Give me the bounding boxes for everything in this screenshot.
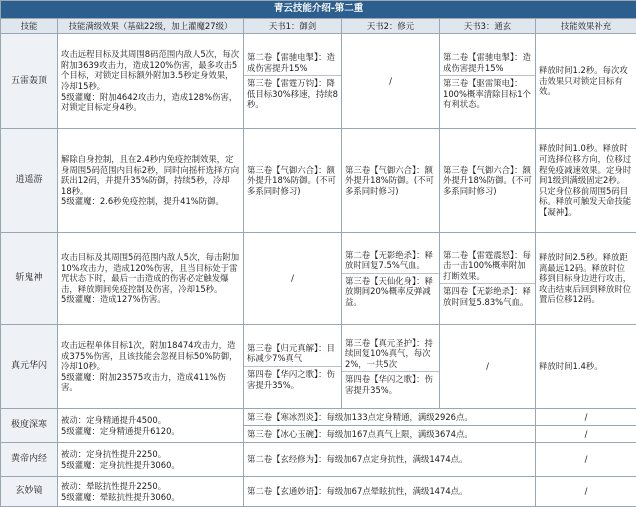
title-row: [1, 1, 636, 19]
skill-name: 极度深寒: [1, 409, 58, 443]
tome-text: 第三卷【天仙化身】：释放期间20%概率反弹减益。: [342, 273, 439, 308]
tome-span-cell: 第三卷【寒冰烈炎】：每级加133点定身精通，满级2926点。: [244, 409, 536, 426]
tome-text: 第二卷【雷驰电掣】：造成伤害提升15%: [443, 52, 532, 73]
tome-span-cell: 第二卷【玄经修为】：每级加67点定身抗性，满级1474点。: [244, 443, 536, 477]
table-row: [1, 477, 636, 507]
tome-text: 第四卷【华闪之歌】：伤害提升35%。: [342, 371, 439, 395]
note-cell: /: [536, 426, 636, 443]
tome-text: 第三卷【雷霆万钧】：降低目标30%移速，持续8秒。: [244, 75, 341, 110]
effect-text: 攻击远程目标及其周围8码范围内敌人5次，每次附加3639攻击力，造成120%伤害，最多攻击5个目标，对锁定目标额外附加3.5秒定身效果，冷却15秒。: [61, 49, 240, 91]
effect-text: 5级灌魔：晕眩抗性提升3060。: [61, 492, 240, 503]
skill-name: 五雷轰顶: [1, 34, 58, 129]
tome-text: 第四卷【华闪之歌】：伤害提升35%。: [244, 366, 341, 390]
note-cell: /: [536, 477, 636, 507]
effect-text: 5级灌魔：造成127%伤害。: [61, 294, 240, 305]
effect-cell: [58, 34, 244, 129]
tome-text: 第三卷【归元真解】：目标减少7%真气: [247, 343, 338, 364]
col-header-effect: 技能满级效果（基础22级，加上灌魔27级）: [58, 19, 244, 34]
effect-text: 5级灌魔：2.6秒免疫控制，提升41%防御。: [61, 196, 240, 207]
tome-span-cell: 第二卷【玄通妙语】：每级加67点晕眩抗性，满级1474点。: [244, 477, 536, 507]
col-header-tome2: 天书2：修元: [342, 19, 440, 34]
col-header-note: 技能效果补充: [536, 19, 636, 34]
tome3-cell: [440, 233, 536, 325]
tome2-cell: /: [342, 34, 440, 129]
skill-name: 真元华闪: [1, 325, 58, 409]
tome-text: 第二卷【无影绝杀】：释放时回复7.5%气血。: [345, 250, 436, 271]
tome3-cell: [440, 34, 536, 129]
note-cell: 释放时间1.2秒。每次攻击效果只对锁定目标有效。: [536, 34, 636, 129]
tome-span-cell: 第三卷【冰心玉碗】：每级加167点真气上限，满级3674点。: [244, 426, 536, 443]
table-row: [1, 325, 636, 409]
effect-text: 5级灌魔：定身抗性提升3060。: [61, 460, 240, 471]
effect-cell: [58, 325, 244, 409]
page-title: 青云技能介绍-第二重: [1, 1, 636, 19]
effect-text: 5级灌魔：附加4642攻击力，造成128%伤害，对锁定目标定身4秒。: [61, 92, 240, 113]
effect-text: 被动：晕眩抗性提升2250。: [61, 481, 240, 492]
skill-name: 玄妙镜: [1, 477, 58, 507]
note-cell: /: [536, 443, 636, 477]
tome-text: 第三卷【真元圣护】：持续回复10%真气，每次2%，一共5次: [345, 338, 436, 370]
tome1-cell: [244, 34, 342, 129]
effect-cell: [58, 477, 244, 507]
table-row: [1, 443, 636, 477]
table-row: [1, 129, 636, 233]
col-header-tome3: 天书3：通玄: [440, 19, 536, 34]
tome1-cell: 第三卷【气御六合】：额外提升18%防御。(不可多系同时修习): [244, 129, 342, 233]
effect-text: 攻击远程单体目标1次，附加18474攻击力，造成375%伤害，且该技能会忽视目标50%防御，冷却10秒。: [61, 340, 240, 372]
effect-text: 被动：定身精通提升4500。: [61, 415, 240, 426]
tome3-cell: /: [440, 325, 536, 409]
effect-text: 解除自身控制，且在2.4秒内免疫控制效果，定身周围5码范围内目标2秒，同时向摇杆选择方向跃出12码，并提升35%防御，持续5秒，冷却18秒。: [61, 154, 240, 196]
effect-text: 5级灌魔：定身精通提升6120。: [61, 426, 240, 437]
skill-name: 黄帝内经: [1, 443, 58, 477]
tome-text: 第三卷【驱雷策电】：100%概率清除目标1个有利状态。: [440, 75, 535, 110]
tome3-cell: 第三卷【气御六合】：额外提升18%防御。(不可多系同时修习): [440, 129, 536, 233]
effect-cell: [58, 129, 244, 233]
tome-text: 第二卷【雷驰电掣】：造成伤害提升15%: [247, 52, 338, 73]
effect-cell: [58, 443, 244, 477]
table-row: [1, 409, 636, 426]
col-header-skill: 技能: [1, 19, 58, 34]
note-cell: 释放时间2.5秒。释放距离最远12码。释放时位移到目标身边进行攻击，攻击结束后回到释放时位置后位移12码。: [536, 233, 636, 325]
note-cell: 释放时间1.4秒。: [536, 325, 636, 409]
tome2-cell: 第三卷【气御六合】：额外提升18%防御。(不可多系同时修习): [342, 129, 440, 233]
effect-cell: [58, 233, 244, 325]
effect-text: 攻击目标及其周围5码范围内敌人5次，每击附加10%攻击力，造成120%伤害，且当目标处于雷咒状态下时，最后一击造成的伤害必定触发爆击，释放期间免疫控制及伤害，冷却15秒。: [61, 252, 240, 294]
note-cell: 释放时间1.0秒。释放时可选择位移方向，位移过程免疫减速效果。定身时间1级到满级固定2秒。只定身位移前周围5码目标。释放可触发天命技能【凝神】。: [536, 129, 636, 233]
note-cell: /: [536, 409, 636, 426]
tome2-cell: [342, 325, 440, 409]
tome-text: 第四卷【无影绝杀】：释放时回复5.83%气血。: [440, 283, 535, 307]
col-header-tome1: 天书1：御剑: [244, 19, 342, 34]
tome1-cell: [244, 325, 342, 409]
tome1-cell: /: [244, 233, 342, 325]
skill-name: 斩鬼神: [1, 233, 58, 325]
table-row: [1, 233, 636, 325]
header-row: [1, 19, 636, 34]
table-row: [1, 34, 636, 129]
tome-text: 第二卷【雷霆震怒】：每击一击100%概率附加打断效果。: [443, 250, 532, 282]
effect-text: 5级灌魔：附加23575攻击力，造成411%伤害。: [61, 372, 240, 393]
effect-text: 被动：定身抗性提升2250。: [61, 449, 240, 460]
skill-name: 逍遥游: [1, 129, 58, 233]
tome2-cell: [342, 233, 440, 325]
effect-cell: [58, 409, 244, 443]
